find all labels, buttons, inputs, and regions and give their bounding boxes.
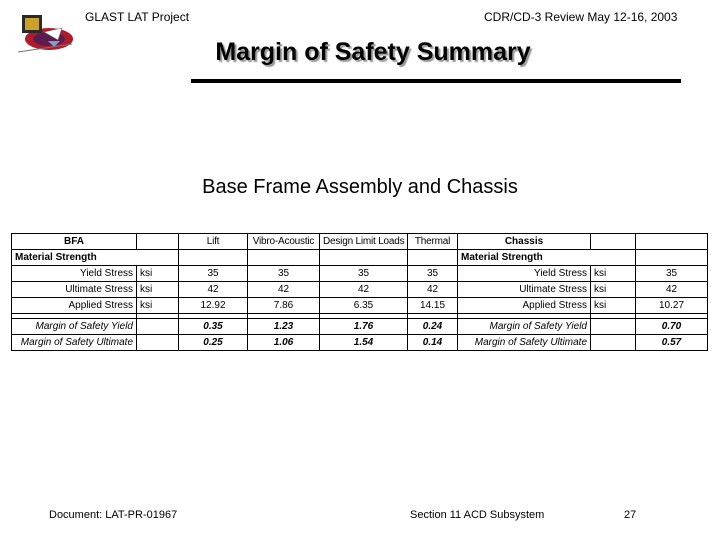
row-label: Yield Stress [12, 266, 137, 282]
cell-value: 10.27 [636, 298, 708, 314]
table-row [12, 266, 458, 282]
margin-value: 1.23 [248, 319, 320, 335]
margin-value: 0.14 [408, 335, 458, 351]
column-header: Design Limit Loads [320, 234, 408, 250]
cell-value: 42 [408, 282, 458, 298]
cell-value: 42 [248, 282, 320, 298]
table-row [458, 282, 708, 298]
title-divider [191, 79, 681, 83]
table-row [12, 335, 458, 351]
cell-value: 42 [179, 282, 248, 298]
bfa-label: BFA [12, 234, 137, 250]
unit: ksi [137, 298, 179, 314]
table-row [12, 250, 458, 266]
cell-value: 35 [408, 266, 458, 282]
unit: ksi [591, 282, 636, 298]
table-row [458, 266, 708, 282]
chassis-table [457, 233, 708, 351]
cell-value: 35 [636, 266, 708, 282]
cell-value: 35 [320, 266, 408, 282]
column-header: Thermal [408, 234, 458, 250]
column-header: Lift [179, 234, 248, 250]
table-row [12, 234, 458, 250]
margin-value: 0.57 [636, 335, 708, 351]
table-row [458, 335, 708, 351]
cell-value: 7.86 [248, 298, 320, 314]
column-header: Vibro-Acoustic [248, 234, 320, 250]
cell-value: 35 [248, 266, 320, 282]
margin-value: 0.70 [636, 319, 708, 335]
page-number: 27 [624, 509, 637, 521]
margin-label: Margin of Safety Ultimate [458, 335, 591, 351]
row-label: Yield Stress [458, 266, 591, 282]
row-label: Applied Stress [12, 298, 137, 314]
margin-value: 0.35 [179, 319, 248, 335]
margin-label: Margin of Safety Yield [458, 319, 591, 335]
page-subtitle: Base Frame Assembly and Chassis [202, 176, 518, 198]
section-label: Material Strength [458, 250, 636, 266]
chassis-label: Chassis [458, 234, 591, 250]
margin-label: Margin of Safety Yield [12, 319, 137, 335]
row-label: Applied Stress [458, 298, 591, 314]
row-label: Ultimate Stress [12, 282, 137, 298]
review-name: CDR/CD-3 Review May 12-16, 2003 [484, 10, 678, 24]
margin-value: 0.24 [408, 319, 458, 335]
margin-label: Margin of Safety Ultimate [12, 335, 137, 351]
table-row [12, 282, 458, 298]
margin-value: 0.25 [179, 335, 248, 351]
cell-value: 35 [179, 266, 248, 282]
cell-value: 42 [636, 282, 708, 298]
unit: ksi [137, 266, 179, 282]
document-number: Document: LAT-PR-01967 [49, 509, 178, 521]
table-row [458, 298, 708, 314]
margin-value: 1.76 [320, 319, 408, 335]
cell-value: 42 [320, 282, 408, 298]
margin-value: 1.06 [248, 335, 320, 351]
cell-value: 6.35 [320, 298, 408, 314]
table-row [458, 250, 708, 266]
margin-value: 1.54 [320, 335, 408, 351]
section-name: Section 11 ACD Subsystem [410, 509, 545, 521]
unit: ksi [137, 282, 179, 298]
table-row [12, 319, 458, 335]
unit: ksi [591, 266, 636, 282]
cell-value: 14.15 [408, 298, 458, 314]
page-title: Margin of Safety Summary [215, 38, 531, 66]
section-label: Material Strength [12, 250, 179, 266]
table-row [458, 234, 708, 250]
unit: ksi [591, 298, 636, 314]
table-row [458, 319, 708, 335]
row-label: Ultimate Stress [458, 282, 591, 298]
project-name: GLAST LAT Project [85, 10, 190, 24]
bfa-table [11, 233, 458, 351]
cell-value: 12.92 [179, 298, 248, 314]
table-row [12, 298, 458, 314]
